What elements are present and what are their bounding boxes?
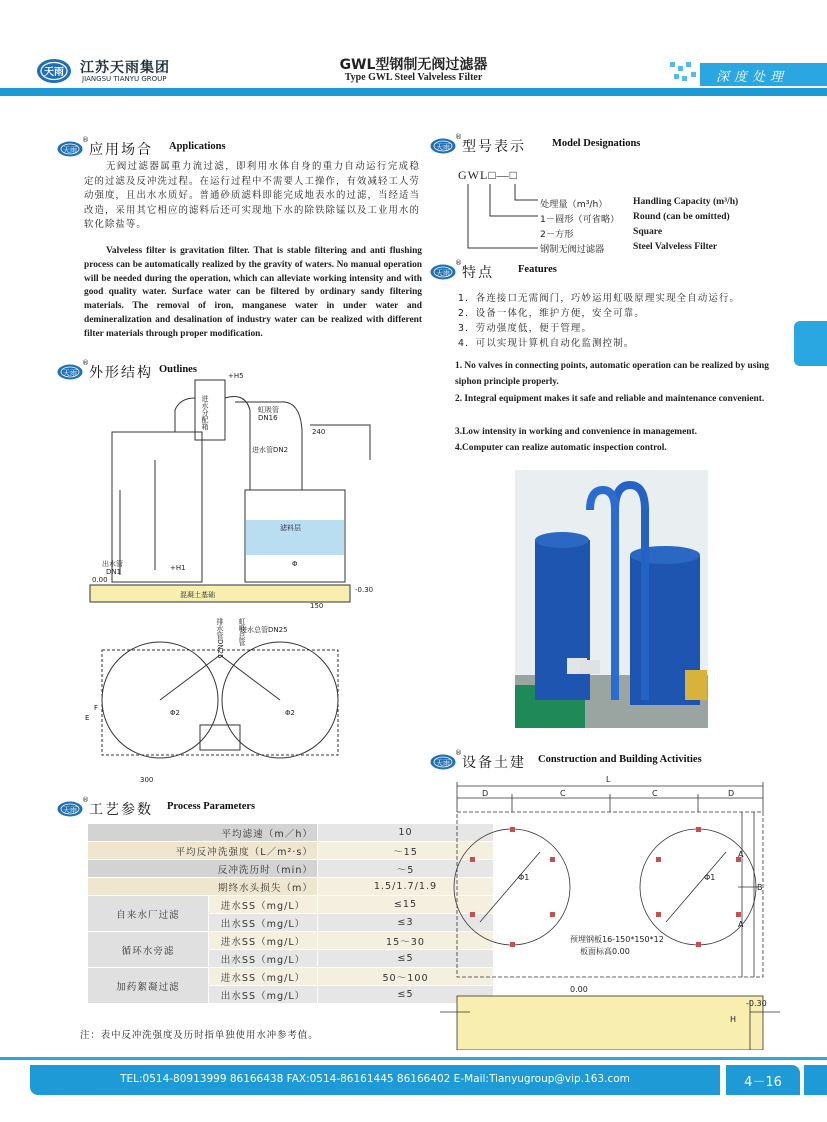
group-name: 循环水旁滤	[88, 932, 209, 968]
model-item-en: Square	[633, 226, 663, 237]
outline-label-dn1: DN1	[106, 568, 122, 576]
param-value: ≤5	[318, 950, 494, 968]
svg-text:天雨: 天雨	[63, 806, 77, 814]
section-construction	[430, 749, 790, 772]
svg-text:天雨: 天雨	[436, 759, 450, 767]
outline-label-drain: 排水管DN25	[216, 618, 224, 659]
svg-text:天雨: 天雨	[436, 269, 450, 277]
star-mark: ®	[82, 796, 89, 804]
cons-label-plate: 预埋钢板16-150*150*12	[570, 935, 664, 944]
feature-item-cn: 1．各连接口无需阀门，巧妙运用虹吸原理实现全自动运行。	[458, 293, 741, 304]
section-process	[57, 796, 357, 819]
section-title-cn: 特点	[462, 265, 494, 281]
cons-label-a1: A	[738, 850, 744, 859]
page-number: 4－16	[744, 1075, 782, 1090]
section-title-en: Construction and Building Activities	[538, 754, 702, 765]
cons-label-a2: A	[738, 920, 744, 929]
svg-text:天雨: 天雨	[63, 146, 77, 154]
feature-item-en: 4.Computer can realize automatic inspection control.	[455, 443, 667, 453]
outline-label-siphon-main: 虹吸总管	[238, 618, 246, 646]
outline-label-150: 150	[310, 602, 324, 610]
star-mark: ®	[455, 749, 462, 757]
section-title-cn: 设备土建	[462, 755, 526, 771]
outline-label-dist: 进水分配箱	[201, 395, 209, 430]
cons-label-h: H	[730, 1015, 737, 1024]
feature-item-cn: 2．设备一体化，维护方便，安全可靠。	[458, 308, 645, 319]
section-badge-icon	[57, 801, 83, 817]
param-value: 50～100	[318, 968, 494, 986]
star-mark: ®	[455, 133, 462, 141]
param-value: ～5	[318, 860, 494, 878]
left-tank	[112, 432, 202, 582]
page-title-en: Type GWL Steel Valveless Filter	[344, 72, 483, 83]
param-label: 平均反冲洗强度（L／m²·s）	[88, 842, 318, 860]
outline-label-foundation: 混凝土基础	[180, 591, 215, 599]
outline-label-h1: +H1	[170, 564, 186, 572]
outline-label-media: 滤料层	[280, 524, 301, 532]
model-bracket-lines	[460, 182, 540, 252]
svg-text:天雨: 天雨	[436, 143, 450, 151]
feature-item-cn: 3．劳动强度低，便于管理。	[458, 323, 593, 334]
model-code: GWL□—□	[458, 168, 518, 182]
cons-label-elev-m30: -0.30	[746, 999, 767, 1008]
param-value: 15～30	[318, 932, 494, 950]
section-title-cn: 应用场合	[89, 142, 153, 158]
param-value: ≤3	[318, 914, 494, 932]
outline-label-inlet-main: 进水总管DN25	[240, 626, 288, 634]
section-badge-icon	[430, 264, 456, 280]
outline-label-h5: +H5	[228, 372, 244, 380]
section-applications	[57, 136, 357, 159]
outline-label-dn16: DN16	[258, 414, 278, 422]
company-name-cn: 江苏天雨集团	[80, 60, 170, 76]
header-band	[0, 88, 827, 96]
model-item-cn: 1－圆形（可省略）	[540, 214, 620, 225]
group-name: 自来水厂过滤	[88, 896, 209, 932]
cons-label-d2: D	[728, 789, 735, 798]
model-item-en: Handling Capacity (m³/h)	[633, 196, 739, 207]
cons-label-plate-elev: 板面标高0.00	[580, 947, 630, 956]
outline-label-240: 240	[312, 428, 326, 436]
section-title-en: Process Parameters	[167, 801, 256, 812]
feature-item-cn: 4．可以实现计算机自动化监测控制。	[458, 338, 635, 349]
feature-item-en: 2. Integral equipment makes it safe and reliable and maintenance convenient.	[455, 394, 765, 404]
footer-end	[804, 1065, 827, 1095]
company-name-en: JIANGSU TIANYU GROUP	[82, 75, 167, 83]
section-title-cn: 型号表示	[462, 139, 526, 155]
header-pixel-deco	[668, 60, 698, 88]
page-number-box	[726, 1065, 800, 1095]
param-value: 1.5/1.7/1.9	[318, 878, 494, 896]
cons-label-phi1a: Φ1	[518, 873, 530, 882]
product-photo	[515, 470, 708, 728]
param-label: 反冲洗历时（min）	[88, 860, 318, 878]
section-title-cn: 工艺参数	[89, 802, 153, 818]
outline-label-phi2a: Φ2	[170, 709, 180, 717]
model-item-en: Round (can be omitted)	[633, 211, 730, 222]
param-label: 出水SS（mg/L）	[209, 986, 318, 1004]
outline-label-elev0: 0.00	[92, 576, 108, 584]
outline-label-elev-m30: -0.30	[355, 586, 374, 594]
outline-label-phi: Φ	[292, 560, 298, 568]
param-label: 期终水头损失（m）	[88, 878, 318, 896]
outline-label-inflow: 进水管DN2	[252, 446, 289, 454]
cons-label-c2: C	[652, 789, 658, 798]
outline-drawing	[80, 370, 430, 790]
section-title-en: Outlines	[159, 364, 197, 375]
cons-label-phi1b: Φ1	[704, 873, 716, 882]
param-value: ≤5	[318, 986, 494, 1004]
cons-label-c1: C	[560, 789, 566, 798]
section-badge-icon	[57, 141, 83, 157]
outline-label-e: E	[85, 714, 90, 722]
section-features	[430, 259, 730, 282]
cons-label-elev0: 0.00	[570, 985, 588, 994]
model-item-cn: 处理量（m³/h）	[540, 199, 608, 210]
section-badge-icon	[430, 138, 456, 154]
cons-label-b: B	[757, 883, 763, 892]
category-label: 深度处理	[716, 70, 789, 85]
side-tab	[794, 321, 827, 366]
section-badge-icon	[430, 754, 456, 770]
param-label: 平均滤速（m／h）	[88, 824, 318, 842]
param-value: ～15	[318, 842, 494, 860]
construction-drawing	[430, 772, 790, 1050]
table-note: 注：表中反冲洗强度及历时指单独使用水冲参考值。	[80, 1030, 319, 1041]
applications-text-en: Valveless filter is gravitation filter. That is stable filtering and anti flushing process can be automatically realized by the gravity of waters. No manual operation will be needed during the operation, which can alleviate working intensity and with good quality water. Surface water can be filtered by ordinary sandy filtering materials. The removal of iron, manganese water in under water and demineralization and desalination of industry water can be realized with different filter materials through proper modification.	[84, 246, 422, 339]
section-title-cn: 外形结构	[89, 365, 153, 381]
star-mark: ®	[82, 359, 89, 367]
cons-label-d1: D	[482, 789, 489, 798]
model-item-cn: 钢制无阀过滤器	[540, 244, 605, 255]
footer-line	[0, 1057, 827, 1060]
footer-contact: TEL:0514-80913999 86166438 FAX:0514-86161445 86166402 E-Mail:Tianyugroup@vip.163.com	[120, 1073, 630, 1085]
category-tab	[700, 63, 827, 86]
section-title-en: Model Designations	[552, 138, 641, 149]
outline-label-300: 300	[140, 776, 154, 784]
outline-label-outlet: 出水管	[102, 560, 123, 568]
cons-label-l: L	[606, 775, 611, 784]
applications-text-cn: 无阀过滤器属重力流过滤，即利用水体自身的重力自动运行完成稳定的过滤及反冲洗过程。在运行过程中不需要人工操作，有效减轻工人劳动强度，且出水水质好。普通砂质滤料即能完成地表水的过滤，当经适当改造，采用其它相应的滤料后还可实现地下水的除铁除锰以及工业用水的软化除盐等。	[84, 161, 420, 230]
svg-text:天雨: 天雨	[44, 67, 64, 78]
section-title-en: Applications	[169, 141, 226, 152]
feature-item-en: 3.Low intensity in working and convenience in management.	[455, 427, 697, 437]
section-model	[430, 133, 790, 156]
param-value: 10	[318, 824, 494, 842]
param-label: 进水SS（mg/L）	[209, 896, 318, 914]
outline-label-phi2b: Φ2	[285, 709, 295, 717]
outline-label-siphon: 虹吸管	[258, 406, 279, 414]
param-label: 出水SS（mg/L）	[209, 914, 318, 932]
param-label: 进水SS（mg/L）	[209, 932, 318, 950]
param-label: 出水SS（mg/L）	[209, 950, 318, 968]
model-item-en: Steel Valveless Filter	[633, 241, 718, 252]
outline-label-f: F	[94, 704, 99, 712]
star-mark: ®	[82, 136, 89, 144]
model-item-cn: 2－方形	[540, 229, 574, 240]
feature-item-en: 1. No valves in connecting points, automatic operation can be realized by using siphon principle properly.	[455, 361, 769, 387]
svg-text:天雨: 天雨	[63, 369, 77, 377]
section-title-en: Features	[518, 264, 557, 275]
param-value: ≤15	[318, 896, 494, 914]
star-mark: ®	[455, 259, 462, 267]
page-title-cn: GWL型钢制无阀过滤器	[339, 57, 488, 73]
param-label: 进水SS（mg/L）	[209, 968, 318, 986]
group-name: 加药絮凝过滤	[88, 968, 209, 1004]
